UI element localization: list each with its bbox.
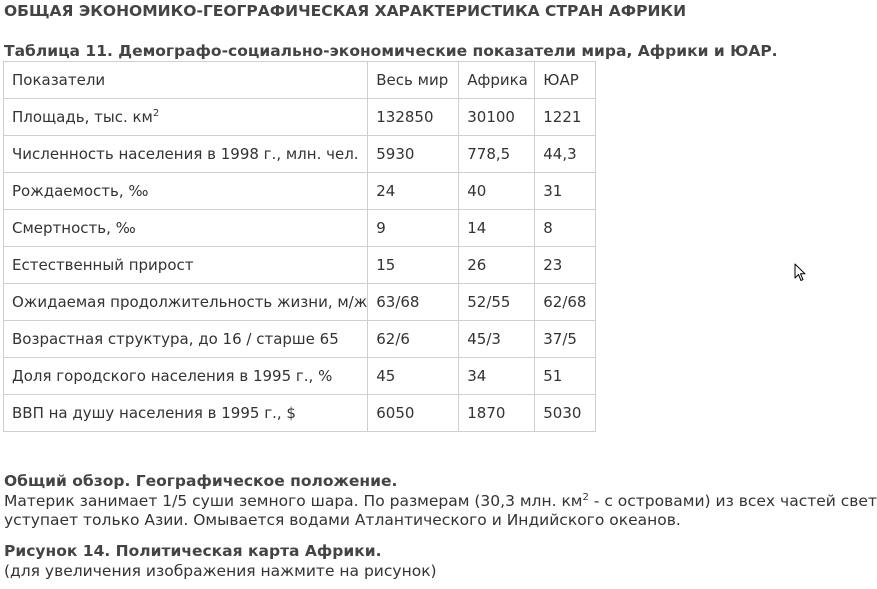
world-value: 132850 (368, 99, 459, 136)
table-row (4, 321, 596, 358)
africa-value: 778,5 (459, 136, 535, 173)
superscript: 2 (582, 491, 589, 503)
row-label: ВВП на душу населения в 1995 г., $ (4, 395, 368, 432)
overview-text: - с островами) из всех частей свет (588, 491, 877, 510)
south-africa-value: 37/5 (535, 321, 596, 358)
south-africa-value: 23 (535, 247, 596, 284)
table-row (4, 99, 596, 136)
overview-text-line-2: уступает только Азии. Омывается водами Атлантического и Индийского океанов. (4, 511, 681, 529)
south-africa-value: 1221 (535, 99, 596, 136)
row-label: Рождаемость, ‰ (4, 173, 368, 210)
world-value: 62/6 (368, 321, 459, 358)
table-header-row (4, 62, 596, 99)
row-label: Возрастная структура, до 16 / старше 65 (4, 321, 368, 358)
overview-section (4, 472, 877, 531)
world-value: 15 (368, 247, 459, 284)
africa-value: 52/55 (459, 284, 535, 321)
world-value: 63/68 (368, 284, 459, 321)
mouse-pointer-icon (794, 263, 806, 282)
world-value: 9 (368, 210, 459, 247)
table-caption: Таблица 11. Демографо-социально-экономические показатели мира, Африки и ЮАР. (4, 42, 778, 60)
overview-title: Общий обзор. Географическое положение. (4, 472, 398, 490)
world-value: 5930 (368, 136, 459, 173)
table-row (4, 210, 596, 247)
south-africa-value: 31 (535, 173, 596, 210)
table-row (4, 284, 596, 321)
table-row (4, 358, 596, 395)
column-header-indicators: Показатели (4, 62, 368, 99)
table-row (4, 136, 596, 173)
africa-value: 1870 (459, 395, 535, 432)
south-africa-value: 5030 (535, 395, 596, 432)
africa-value: 30100 (459, 99, 535, 136)
africa-value: 40 (459, 173, 535, 210)
row-label: Смертность, ‰ (4, 210, 368, 247)
row-label-cell (4, 99, 368, 136)
row-label: Доля городского населения в 1995 г., % (4, 358, 368, 395)
table-row (4, 247, 596, 284)
row-label: Численность населения в 1998 г., млн. чел. (4, 136, 368, 173)
figure-note: (для увеличения изображения нажмите на рисунок) (4, 561, 437, 580)
row-label: Ожидаемая продолжительность жизни, м/ж (4, 284, 368, 321)
africa-value: 45/3 (459, 321, 535, 358)
world-value: 45 (368, 358, 459, 395)
world-value: 6050 (368, 395, 459, 432)
figure-caption: Рисунок 14. Политическая карта Африки. (4, 542, 382, 560)
row-label: Естественный прирост (4, 247, 368, 284)
column-header-south-africa: ЮАР (535, 62, 596, 99)
south-africa-value: 62/68 (535, 284, 596, 321)
table-row (4, 395, 596, 432)
superscript: 2 (152, 108, 160, 119)
overview-text-line-1 (4, 491, 877, 512)
overview-text: Материк занимает 1/5 суши земного шара. По размерам (30,3 млн. км (4, 491, 583, 510)
africa-value: 26 (459, 247, 535, 284)
column-header-africa: Африка (459, 62, 535, 99)
south-africa-value: 51 (535, 358, 596, 395)
africa-value: 14 (459, 210, 535, 247)
row-label: Площадь, тыс. км (12, 108, 153, 126)
column-header-world: Весь мир (368, 62, 459, 99)
page-heading: ОБЩАЯ ЭКОНОМИКО-ГЕОГРАФИЧЕСКАЯ ХАРАКТЕРИСТИКА СТРАН АФРИКИ (4, 2, 687, 20)
statistics-table (3, 61, 596, 432)
world-value: 24 (368, 173, 459, 210)
south-africa-value: 44,3 (535, 136, 596, 173)
africa-value: 34 (459, 358, 535, 395)
figure-block (4, 542, 825, 581)
table-row (4, 173, 596, 210)
south-africa-value: 8 (535, 210, 596, 247)
